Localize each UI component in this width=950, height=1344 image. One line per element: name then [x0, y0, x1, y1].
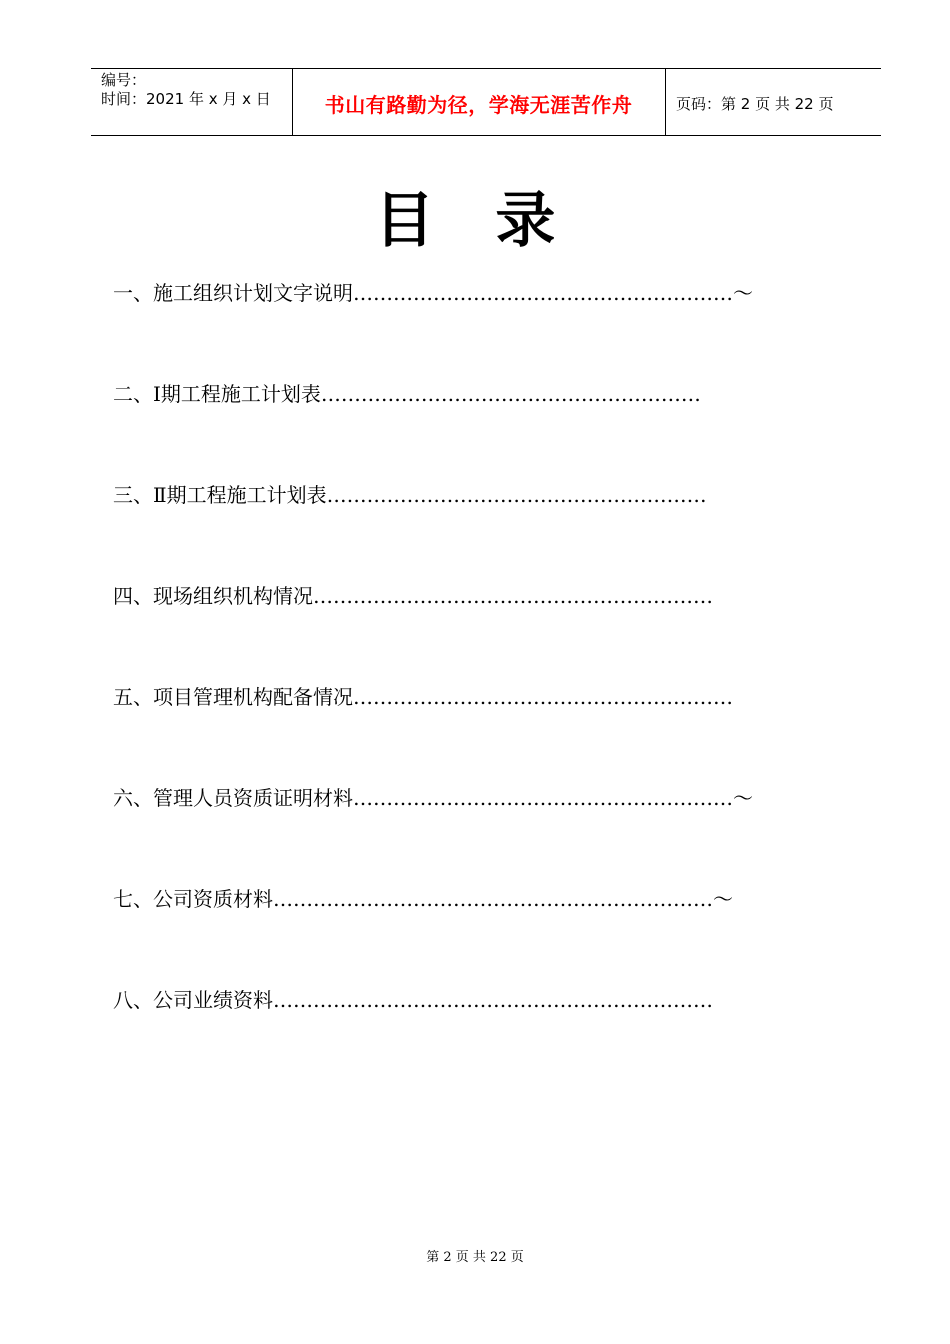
document-number-label: 编号： [101, 71, 147, 89]
toc-item-leader: ………………………………………………………… [273, 988, 713, 1012]
toc-item[interactable] [113, 480, 873, 581]
toc-item-label: 六、管理人员资质证明材料 [113, 786, 353, 810]
page-title: 目 录 [374, 186, 576, 256]
toc-item[interactable] [113, 581, 873, 682]
page-header [91, 68, 881, 136]
document-time: 时间：2021 年 x 月 x 日 [101, 90, 271, 108]
toc-item-label: 五、项目管理机构配备情况 [113, 685, 353, 709]
header-motto: 书山有路勤为径，学海无涯苦作舟 [324, 92, 633, 117]
toc-item-label: 二、Ⅰ期工程施工计划表 [113, 382, 321, 406]
toc-item-label: 七、公司资质材料 [113, 887, 273, 911]
table-of-contents [113, 278, 873, 1086]
toc-item[interactable] [113, 884, 873, 985]
toc-item-leader: …………………………………………………………～ [273, 887, 733, 911]
toc-item[interactable] [113, 278, 873, 379]
header-page-code: 页码：第 2 页 共 22 页 [676, 94, 834, 113]
toc-item[interactable] [113, 985, 873, 1086]
toc-item-label: 八、公司业绩资料 [113, 988, 273, 1012]
toc-item-leader: …………………………………………………… [313, 584, 713, 608]
toc-item-leader: …………………………………………………～ [353, 786, 753, 810]
header-meta [101, 71, 271, 109]
toc-item-leader: ………………………………………………… [326, 483, 707, 507]
toc-item[interactable] [113, 783, 873, 884]
toc-item-leader: ………………………………………………… [320, 382, 701, 406]
toc-item-leader: ………………………………………………… [353, 685, 733, 709]
header-divider [665, 69, 666, 135]
toc-item-leader: …………………………………………………～ [353, 281, 753, 305]
toc-item[interactable] [113, 379, 873, 480]
toc-item-label: 一、施工组织计划文字说明 [113, 281, 353, 305]
toc-item-label: 三、Ⅱ期工程施工计划表 [113, 483, 327, 507]
toc-item[interactable] [113, 682, 873, 783]
page-footer: 第 2 页 共 22 页 [426, 1250, 524, 1265]
toc-item-label: 四、现场组织机构情况 [113, 584, 313, 608]
